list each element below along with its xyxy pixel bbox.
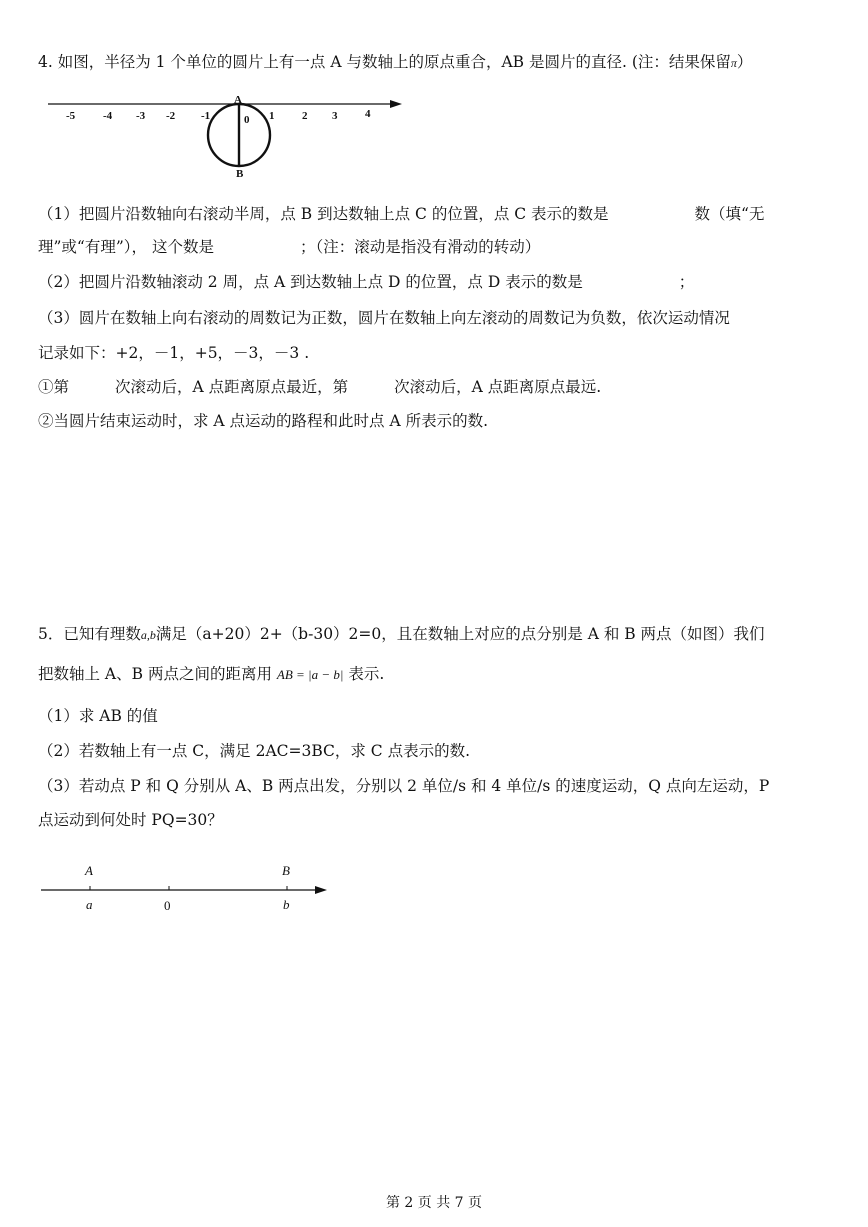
q5-number-line-figure bbox=[35, 858, 335, 918]
q4-part2: （2）把圆片沿数轴滚动 2 周，点 A 到达数轴上点 D 的位置，点 D 表示的数是 ； bbox=[38, 273, 695, 291]
tick-label: 4 bbox=[365, 108, 371, 120]
q5-title-line1: 5．已知有理数a,b满足（a+20）2+（b-30）2=0，且在数轴上对应的点分别是 A 和 B 两点（如图）我们 bbox=[38, 625, 765, 643]
q5-part3-line1: （3）若动点 P 和 Q 分别从 A、B 两点出发，分别以 2 单位/s 和 4 单位/s 的速度运动，Q 点向左运动，P bbox=[38, 777, 770, 795]
page-footer: 第 2 页 共 7 页 bbox=[385, 1195, 483, 1211]
value-b-label: b bbox=[283, 897, 290, 912]
tick-label: -3 bbox=[136, 110, 146, 122]
value-a-label: a bbox=[86, 897, 93, 912]
q4-title: 4. 如图，半径为 1 个单位的圆片上有一点 A 与数轴上的原点重合，AB 是圆片的直径. (注：结果保留π） bbox=[38, 53, 753, 71]
tick-label: -5 bbox=[66, 110, 76, 122]
q5-part1: （1）求 AB 的值 bbox=[38, 707, 158, 725]
q4-part1-line2: 理”或“有理”）， 这个数是 ；（注：滚动是指没有滑动的转动） bbox=[38, 238, 541, 256]
tick-label: -2 bbox=[166, 110, 176, 122]
tick-label: 0 bbox=[244, 114, 250, 126]
q5-title-line2: 把数轴上 A、B 两点之间的距离用 AB = |a − b| 表示. bbox=[38, 665, 385, 683]
q4-part1-line1: （1）把圆片沿数轴向右滚动半周，点 B 到达数轴上点 C 的位置，点 C 表示的数是 数（填“无 bbox=[38, 205, 765, 223]
tick-label: -1 bbox=[201, 110, 211, 122]
point-a-label: A bbox=[85, 863, 93, 878]
tick-label: 2 bbox=[302, 110, 308, 122]
q4-part3-line2: 记录如下：+2，－1，+5，－3，－3 . bbox=[38, 344, 310, 362]
q4-part3-sub2: ②当圆片结束运动时，求 A 点运动的路程和此时点 A 所表示的数. bbox=[38, 412, 489, 430]
arrow-right-icon bbox=[315, 886, 327, 894]
arrow-right-icon bbox=[390, 100, 402, 108]
q4-number-line-figure bbox=[40, 88, 410, 183]
point-a-label: A bbox=[234, 94, 242, 106]
tick-label: -4 bbox=[103, 110, 113, 122]
tick-label: 1 bbox=[269, 110, 275, 122]
point-b-label: B bbox=[282, 863, 290, 878]
q5-part3-line2: 点运动到何处时 PQ=30？ bbox=[38, 811, 223, 829]
q4-part3-sub1: ①第 次滚动后，A 点距离原点最近，第 次滚动后，A 点距离原点最远. bbox=[38, 378, 602, 396]
zero-label: 0 bbox=[164, 898, 171, 913]
point-b-label: B bbox=[236, 168, 244, 180]
distance-formula: AB = |a − b| bbox=[276, 667, 344, 682]
q4-part3-line1: （3）圆片在数轴上向右滚动的周数记为正数，圆片在数轴上向左滚动的周数记为负数，依次运动情况 bbox=[38, 309, 730, 327]
q5-part2: （2）若数轴上有一点 C，满足 2AC=3BC，求 C 点表示的数. bbox=[38, 742, 471, 760]
tick-label: 3 bbox=[332, 110, 338, 122]
